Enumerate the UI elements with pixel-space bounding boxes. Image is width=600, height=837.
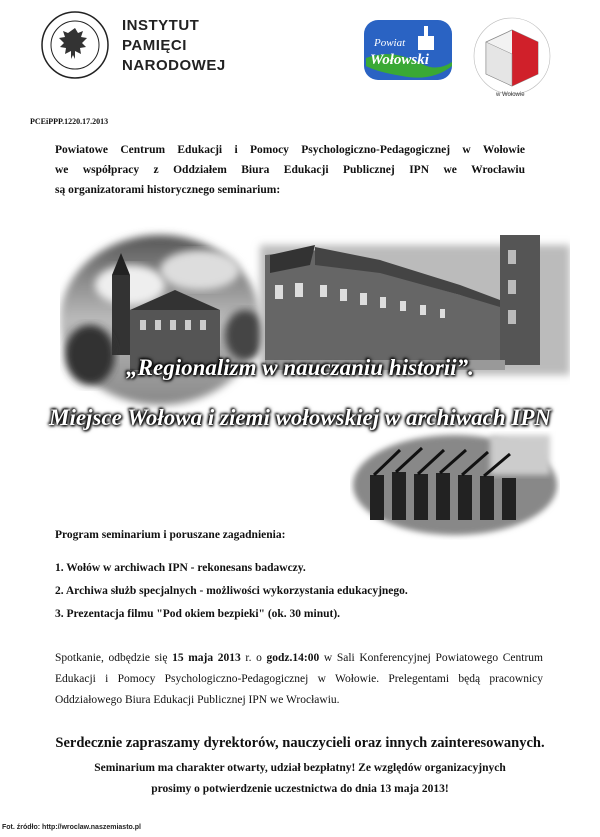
- invitation-line: prosimy o potwierdzenie uczestnictwa do dnia 13 maja 2013!: [151, 783, 449, 795]
- ipn-eagle-seal-icon: [40, 10, 110, 80]
- seminar-title: „Regionalizm w nauczaniu historii”.: [126, 355, 474, 380]
- photo-source: Fot. źródło: http://wroclaw.naszemiasto.pl: [2, 824, 141, 831]
- ipn-name-line: NARODOWEJ: [122, 57, 226, 74]
- meeting-text: r. o: [240, 652, 267, 664]
- meeting-date: 15 maja 2013: [172, 652, 241, 664]
- meeting-text: w Sali Konferencyjnej Powiatowego Centrum Edukacji i Pomocy Psychologiczno-Pedagogicznej w Wołowie. Prelegentami będą pracownicy Oddziałowego Biura Edukacji Publicznej IPN we Wrocławiu.: [55, 652, 543, 706]
- program-item: 1. Wołów w archiwach IPN - rekonesans badawczy.: [55, 562, 306, 574]
- reference-number: PCEiPPP.1220.17.2013: [30, 117, 109, 126]
- ipn-logo: [40, 10, 240, 86]
- svg-text:Powiat: Powiat: [374, 37, 406, 49]
- meeting-details: [55, 648, 543, 711]
- pceippp-logo-icon: [462, 12, 562, 98]
- intro-line: są organizatorami historycznego seminarium:: [55, 184, 281, 196]
- program-item: 3. Prezentacja filmu "Pod okiem bezpieki" (ok. 30 minut).: [55, 608, 341, 620]
- ipn-name: [122, 16, 226, 76]
- svg-text:Wołowski: Wołowski: [370, 52, 429, 68]
- invitation-line: Serdecznie zapraszamy dyrektorów, nauczycieli oraz innych zainteresowanych.: [55, 735, 545, 751]
- program-heading: Program seminarium i poruszane zagadnienia:: [55, 529, 286, 541]
- intro-line: Powiatowe Centrum Edukacji i Pomocy Psychologiczno-Pedagogicznej w Wołowie: [55, 144, 525, 156]
- soldiers-photo: [350, 430, 560, 540]
- powiat-wolowski-logo: [362, 18, 456, 84]
- ipn-name-line: PAMIĘCI: [122, 37, 187, 54]
- invitation-line: Seminarium ma charakter otwarty, udział bezpłatny! Ze względów organizacyjnych: [94, 762, 506, 774]
- pceippp-logo: [462, 12, 562, 98]
- seminar-subtitle: Miejsce Wołowa i ziemi wołowskiej w archiwach IPN: [49, 405, 551, 430]
- ipn-name-line: INSTYTUT: [122, 17, 200, 34]
- meeting-text: Spotkanie, odbędzie się: [55, 652, 173, 664]
- svg-text:w Wołowie: w Wołowie: [496, 92, 525, 98]
- meeting-time: godz.14:00: [266, 652, 320, 664]
- powiat-logo-icon: [362, 18, 456, 84]
- program-item: 2. Archiwa służb specjalnych - możliwości wykorzystania edukacyjnego.: [55, 585, 408, 597]
- intro-line: we współpracy z Oddziałem Biura Edukacji Publicznej IPN we Wrocławiu: [55, 164, 525, 176]
